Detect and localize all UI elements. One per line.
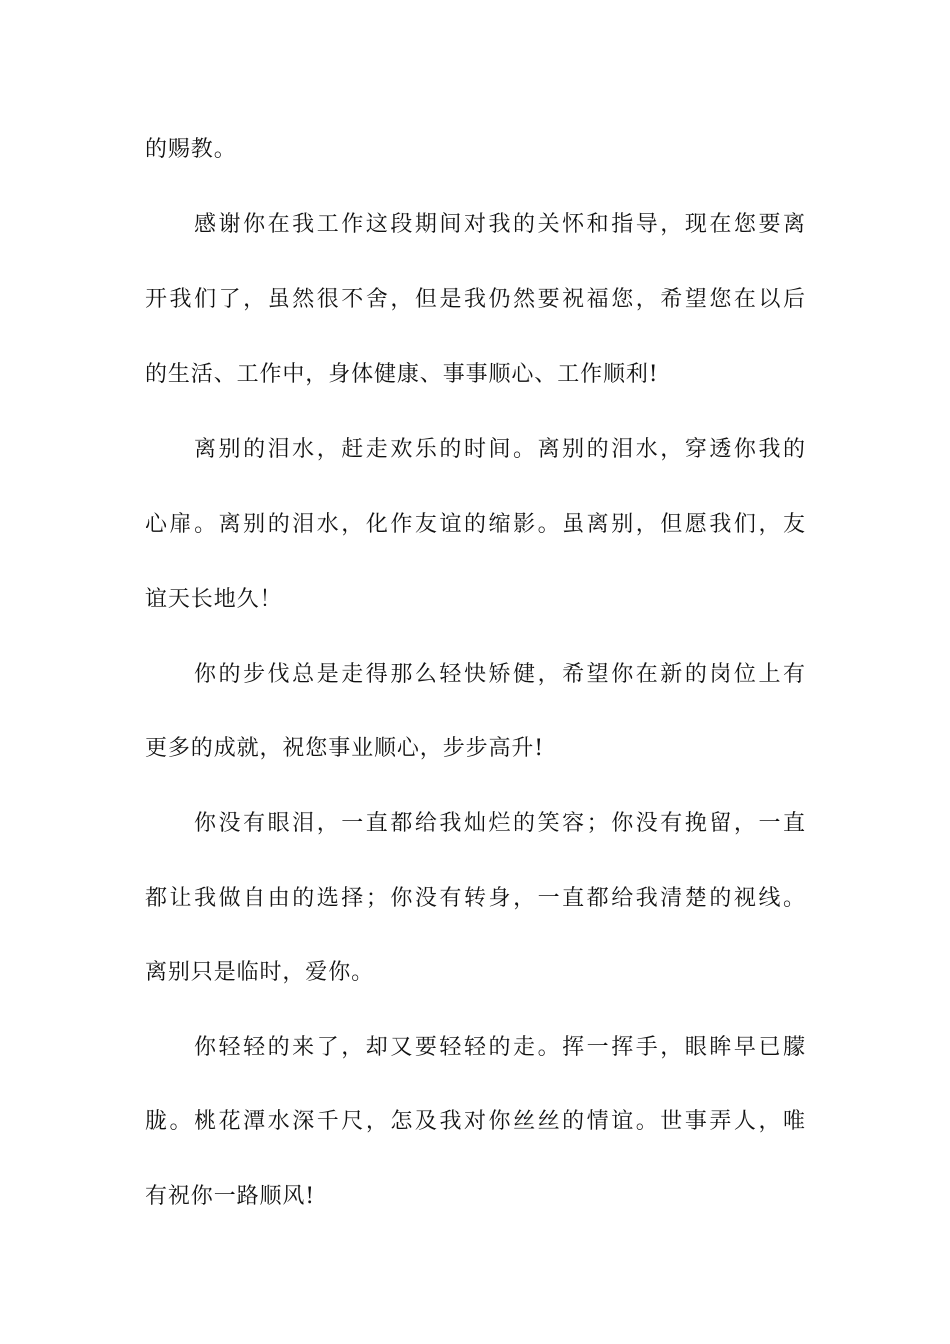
- text-line-8: 你的步伐总是走得那么轻快矫健，希望你在新的岗位上有: [194, 662, 805, 687]
- text-line-5: 离别的泪水，赶走欢乐的时间。离别的泪水，穿透你我的: [194, 437, 805, 462]
- text-line-12: 离别只是临时，爱你。: [145, 960, 375, 985]
- text-line-1: 的赐教。: [145, 137, 237, 162]
- text-line-4: 的生活、工作中，身体健康、事事顺心、工作顺利!: [145, 362, 659, 387]
- text-line-3: 开我们了，虽然很不舍，但是我仍然要祝福您，希望您在以后: [145, 287, 805, 312]
- text-line-11: 都让我做自由的选择；你没有转身，一直都给我清楚的视线。: [145, 886, 805, 911]
- text-line-15: 有祝你一路顺风!: [145, 1184, 316, 1209]
- text-line-2: 感谢你在我工作这段期间对我的关怀和指导，现在您要离: [194, 212, 805, 237]
- text-line-6: 心扉。离别的泪水，化作友谊的缩影。虽离别，但愿我们，友: [145, 512, 805, 537]
- text-line-10: 你没有眼泪，一直都给我灿烂的笑容；你没有挽留，一直: [194, 811, 805, 836]
- text-line-7: 谊天长地久！: [145, 587, 283, 612]
- text-line-9: 更多的成就，祝您事业顺心，步步高升!: [145, 736, 545, 761]
- text-line-14: 胧。桃花潭水深千尺，怎及我对你丝丝的情谊。世事弄人，唯: [145, 1109, 805, 1134]
- text-line-13: 你轻轻的来了，却又要轻轻的走。挥一挥手，眼眸早已朦: [194, 1035, 805, 1060]
